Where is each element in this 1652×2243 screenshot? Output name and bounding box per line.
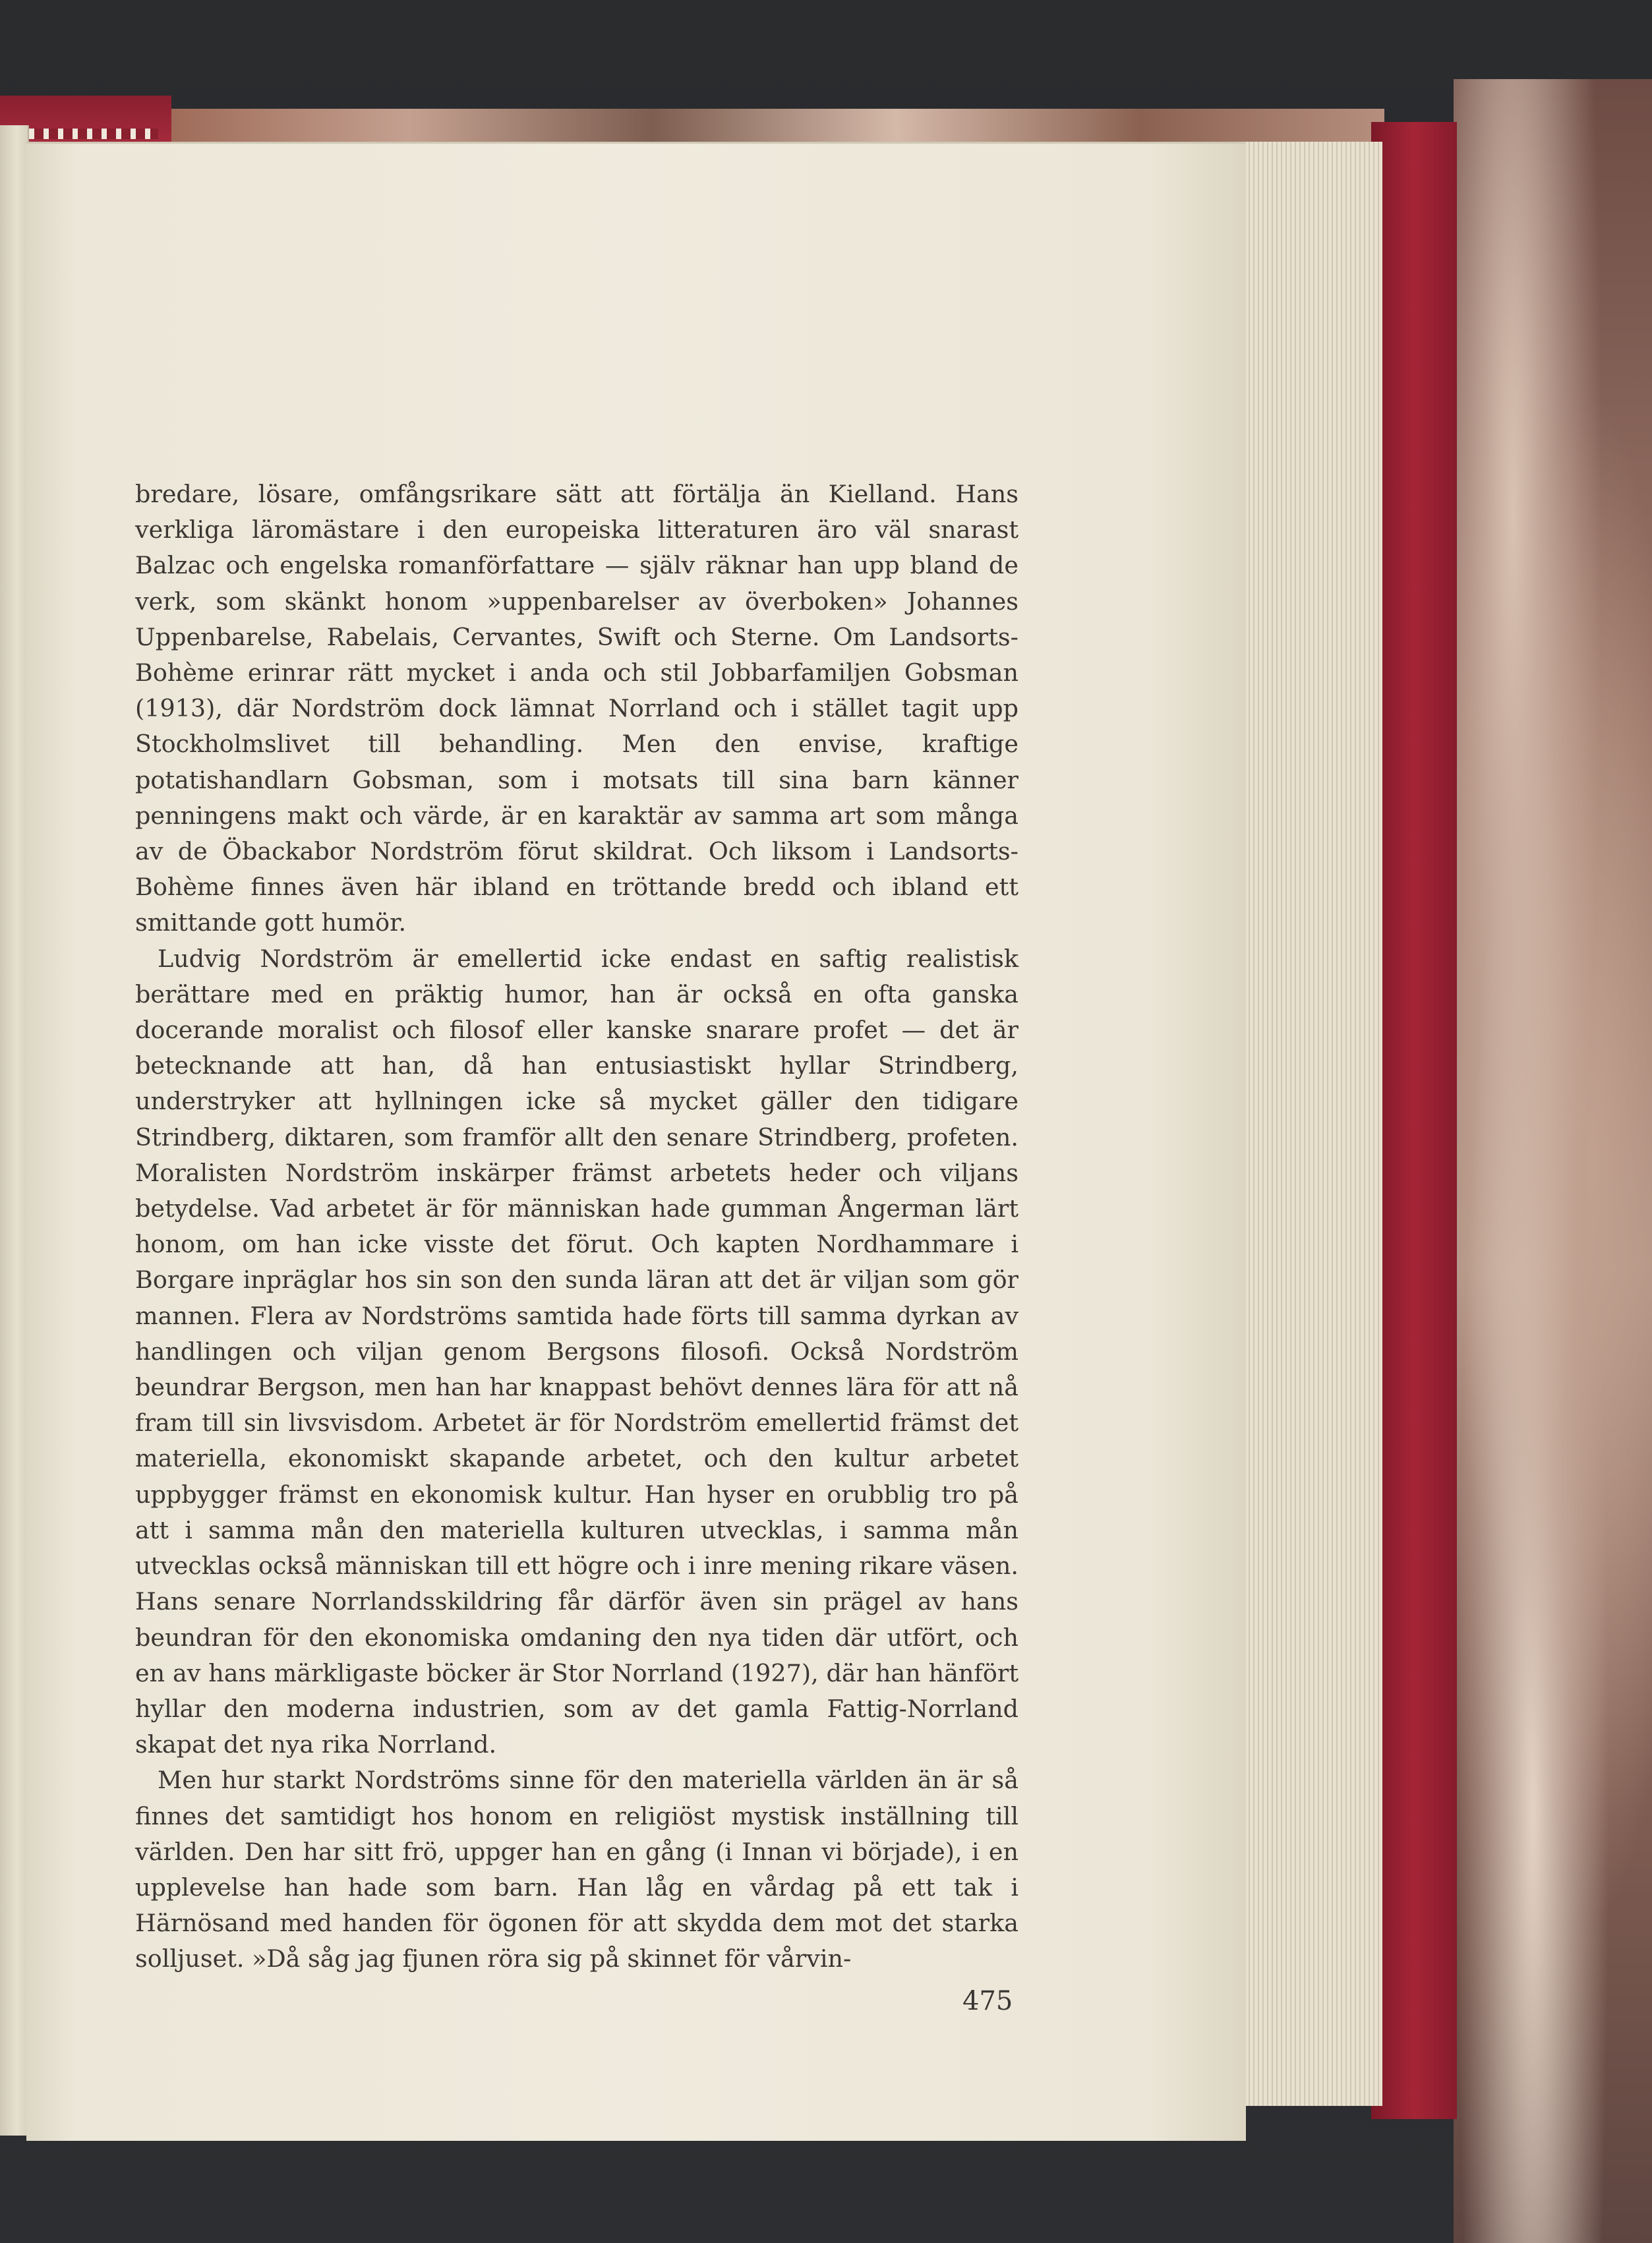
previous-page-edge [0, 125, 29, 2136]
marbled-endpaper-right [1454, 79, 1652, 2243]
paragraph: Ludvig Nordström är emellertid icke endast en saftig realistisk berättare med en präktig humor, han är också en ofta ganska docerande moralist och filosof eller kanske snarare profet — det är betecknande att han, då han entusiastiskt hyllar Strindberg, understryker att hyllningen icke så mycket gäller den tidigare Strindberg, diktaren, som framför allt den senare Strindberg, profeten. Moralisten Nordström inskärper främst arbetets heder och viljans betydelse. Vad arbetet är för människan hade gumman Ångerman lärt honom, om han icke visste det förut. Och kapten Nordhammare i Borgare inpräglar hos sin son den sunda läran att det är viljan som gör mannen. Flera av Nordströms samtida hade förts till samma dyrkan av handlingen och viljan genom Bergsons filosofi. Också Nordström beundrar Bergson, men han har knappast behövt dennes lära för att nå fram till sin livsvisdom. Arbetet är för Nordström emellertid främst det materiella, ekonomiskt skapande arbetet, och den kultur arbetet uppbygger främst en ekonomisk kultur. Han hyser en orubblig tro på att i samma mån den materiella kulturen utvecklas, i samma mån utvecklas också människan till ett högre och i inre mening rikare väsen. Hans senare Norrlandsskildring får därför även sin prägel av hans beundran för den ekonomiska omdaning den nya tiden där utfört, och en av hans märkligaste böcker är Stor Norrland (1927), där han hänfört hyllar den moderna industrien, som av det gamla Fattig-Norrland skapat det nya rika Norrland. [135, 944, 1018, 1759]
page-number: 475 [962, 1986, 1013, 2016]
book-cover-edge [1371, 122, 1457, 2119]
page-stack-edge [1239, 142, 1382, 2106]
page-text [135, 477, 1018, 1977]
paragraph: bredare, lösare, omfångsrikare sätt att förtälja än Kielland. Hans verkliga läromästare i den europeiska litteraturen äro väl snarast Balzac och engelska romanförfattare — själv räknar han upp bland de verk, som skänkt honom »uppenbarelser av överboken» Johannes Uppenbarelse, Rabelais, Cervantes, Swift och Sterne. Om Landsorts-Bohème erinrar rätt mycket i anda och stil Jobbarfamiljen Gobsman (1913), där Nordström dock lämnat Norrland och i stället tagit upp Stockholmslivet till behandling. Men den envise, kraftige potatishandlarn Gobsman, som i motsats till sina barn känner penningens makt och värde, är en karaktär av samma art som många av de Öbackabor Nordström förut skildrat. Och liksom i Landsorts-Bohème finnes även här ibland en tröttande bredd och ibland ett smittande gott humör. [135, 480, 1018, 937]
book-page [26, 142, 1246, 2141]
paragraph: Men hur starkt Nordströms sinne för den materiella världen än är så finnes det samtidigt hos honom en religiöst mystisk inställning till världen. Den har sitt frö, uppger han en gång (i Innan vi började), i en upplevelse han hade som barn. Han låg en vårdag på ett tak i Härnösand med handen för ögonen för att skydda dem mot det starka solljuset. »Då såg jag fjunen röra sig på skinnet för vårvin- [135, 1766, 1018, 1973]
